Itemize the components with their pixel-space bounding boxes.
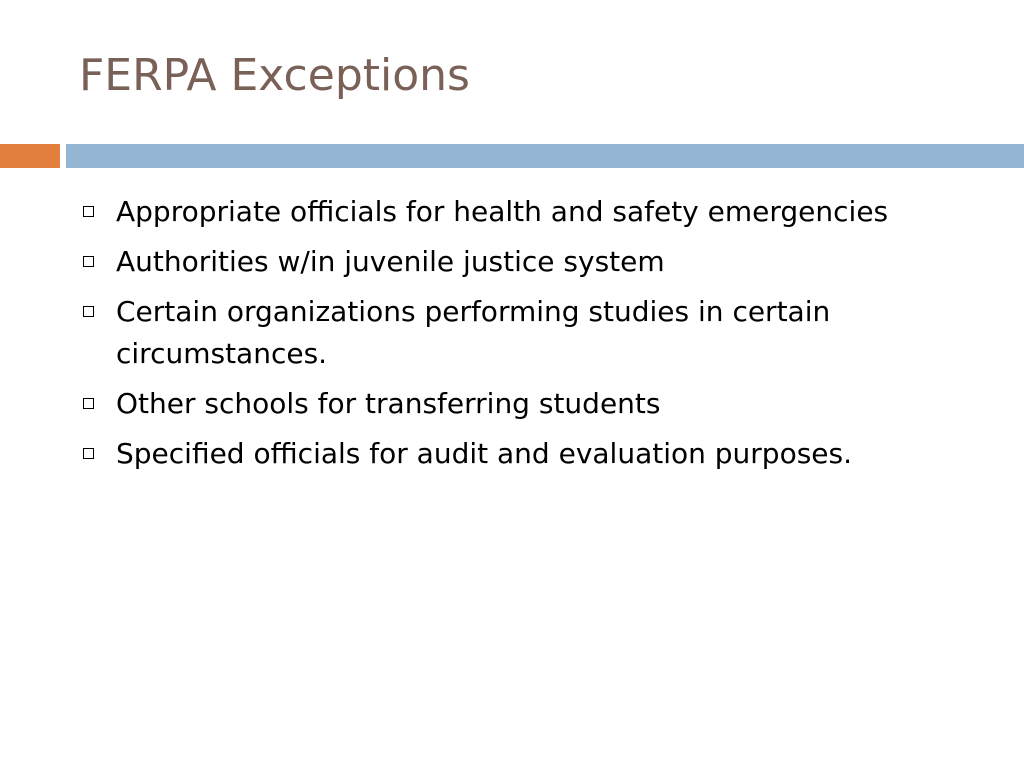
- bullet-item: [80, 191, 980, 233]
- hollow-square-bullet-icon: [83, 206, 94, 217]
- hollow-square-bullet-icon: [83, 256, 94, 267]
- bullet-item: [80, 433, 980, 475]
- bullet-text: Specified officials for audit and evaluation purposes.: [116, 437, 853, 470]
- bullet-item: [80, 241, 980, 283]
- accent-band-right: [66, 144, 1024, 168]
- hollow-square-bullet-icon: [83, 448, 94, 459]
- hollow-square-bullet-icon: [83, 398, 94, 409]
- bullet-list: [80, 191, 980, 483]
- bullet-text: Certain organizations performing studies in certain circumstances.: [116, 295, 831, 370]
- bullet-text: Other schools for transferring students: [116, 387, 661, 420]
- hollow-square-bullet-icon: [83, 306, 94, 317]
- bullet-text: Appropriate officials for health and safety emergencies: [116, 195, 889, 228]
- bullet-item: [80, 291, 980, 375]
- slide-title: FERPA Exceptions: [79, 50, 470, 101]
- bullet-item: [80, 383, 980, 425]
- bullet-text: Authorities w/in juvenile justice system: [116, 245, 665, 278]
- accent-band-left: [0, 144, 60, 168]
